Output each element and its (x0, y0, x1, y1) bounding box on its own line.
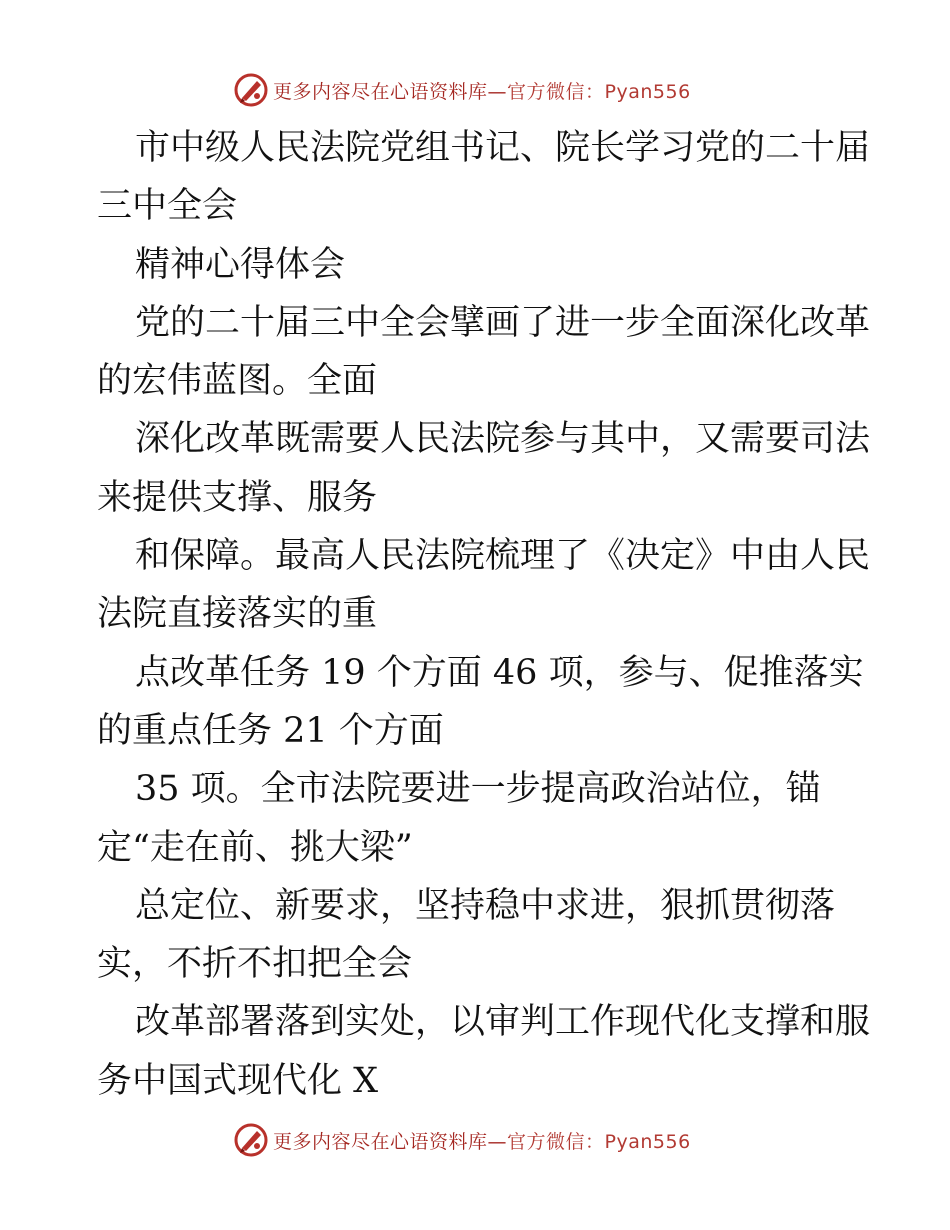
text-line: 点改革任务 19 个方面 46 项，参与、促推落实 (135, 652, 864, 693)
text-line: 党的二十届三中全会擘画了进一步全面深化改革 (135, 302, 871, 343)
text-line: 法院直接落实的重 (97, 594, 378, 635)
header-banner (233, 72, 713, 108)
text-line: 的宏伟蓝图。全面 (97, 361, 378, 402)
body-text (97, 119, 871, 1110)
text-line: 市中级人民法院党组书记、院长学习党的二十届 (135, 128, 871, 168)
text-line: 三中全会 (97, 186, 238, 227)
header-banner-text: 更多内容尽在心语资料库—官方微信：Pyan556 (273, 80, 691, 103)
footer-banner (233, 1122, 713, 1158)
text-line: 精神心得体会 (135, 244, 346, 285)
text-line: 的重点任务 21 个方面 (97, 710, 444, 751)
text-line: 总定位、新要求，坚持稳中求进，狠抓贯彻落 (135, 885, 836, 926)
text-line: 深化改革既需要人民法院参与其中，又需要司法 (135, 419, 871, 460)
text-line: 实，不折不扣把全会 (97, 944, 413, 985)
pen-logo-icon (233, 72, 269, 108)
text-line: 务中国式现代化 X (97, 1060, 379, 1101)
text-line: 35 项。全市法院要进一步提高政治站位，锚 (135, 769, 821, 810)
text-line: 和保障。最高人民法院梳理了《决定》中由人民 (135, 536, 871, 577)
pen-logo-icon (233, 1122, 269, 1158)
text-line: 改革部署落到实处，以审判工作现代化支撑和服 (135, 1002, 871, 1043)
text-line: 来提供支撑、服务 (97, 477, 378, 518)
footer-banner-text: 更多内容尽在心语资料库—官方微信：Pyan556 (273, 1130, 691, 1153)
text-line: 定“走在前、挑大梁” (97, 827, 413, 868)
